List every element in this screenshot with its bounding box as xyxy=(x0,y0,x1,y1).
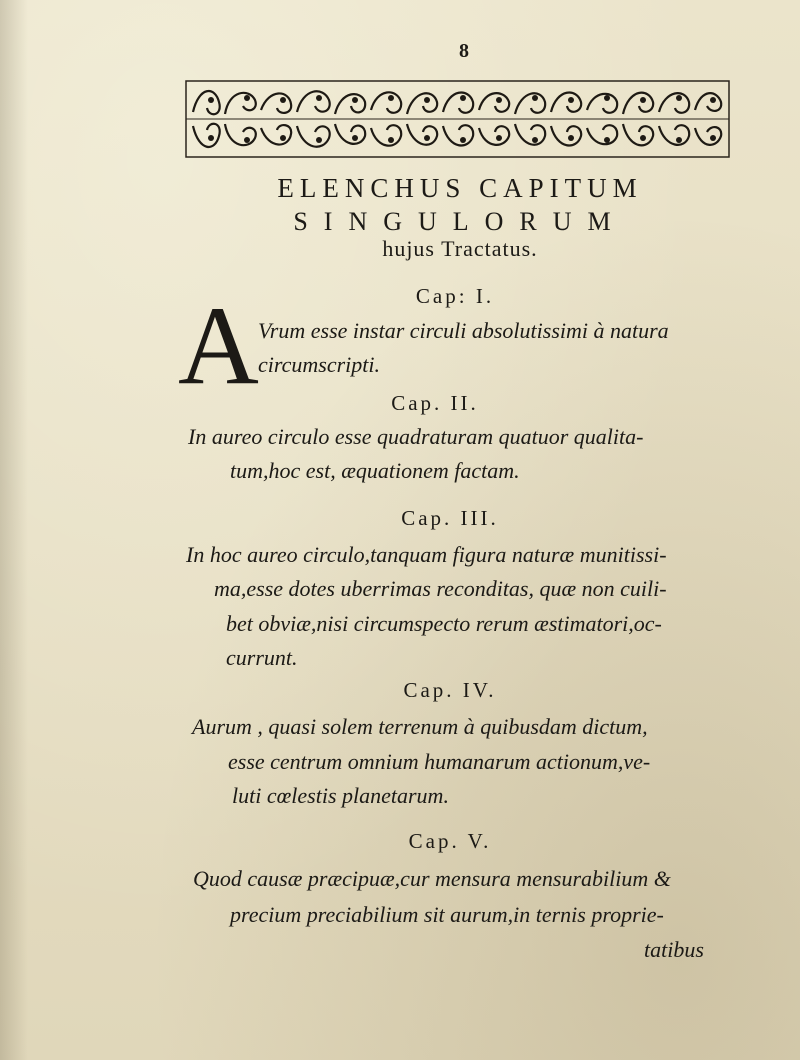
chapter-3-line-2: ma,esse dotes uberrimas reconditas, quæ non cuili- xyxy=(214,576,667,601)
chapter-1-line-1: Vrum esse instar circuli absolutissimi à natura xyxy=(258,318,669,343)
chapter-2-line-1: In aureo circulo esse quadraturam quatuor qualita- xyxy=(188,424,644,449)
chapter-4-line-2: esse centrum omnium humanarum actionum,ve- xyxy=(228,749,651,774)
chapter-1-heading: Cap: I. xyxy=(415,284,495,308)
chapter-4-heading: Cap. IV. xyxy=(403,678,497,702)
chapter-4-line-1: Aurum , quasi solem terrenum à quibusdam dictum, xyxy=(192,714,648,739)
chapter-3-line-3: bet obviæ,nisi circumspecto rerum æstimatori,oc- xyxy=(226,611,662,636)
chapter-2-line-2: tum,hoc est, æquationem factam. xyxy=(230,458,520,483)
title-hujus-tractatus: hujus Tractatus. xyxy=(382,236,538,261)
chapter-1-line-2: circumscripti. xyxy=(258,352,380,377)
chapter-3-line-1: In hoc aureo circulo,tanquam figura naturæ munitissi- xyxy=(186,542,667,567)
page-binding-shadow xyxy=(0,0,28,1060)
chapter-3-heading: Cap. III. xyxy=(401,506,499,530)
title-singulorum: SINGULORUM xyxy=(293,207,627,236)
chapter-5-line-1: Quod causæ præcipuæ,cur mensura mensurabilium & xyxy=(193,866,671,891)
chapter-2-heading: Cap. II. xyxy=(391,391,479,415)
signature-mark: 8 xyxy=(459,40,469,62)
chapter-5-line-2: precium preciabilium sit aurum,in ternis proprie- xyxy=(230,902,664,927)
floral-headpiece-ornament-icon xyxy=(185,80,730,158)
chapter-1-dropcap: A xyxy=(178,284,259,408)
title-elenchus-capitum: ELENCHUS CAPITUM xyxy=(277,173,643,203)
chapter-3-line-4: currunt. xyxy=(226,645,298,670)
chapter-5-line-3: tatibus xyxy=(644,937,704,962)
chapter-4-line-3: luti cœlestis planetarum. xyxy=(232,783,449,808)
chapter-5-heading: Cap. V. xyxy=(408,829,492,853)
